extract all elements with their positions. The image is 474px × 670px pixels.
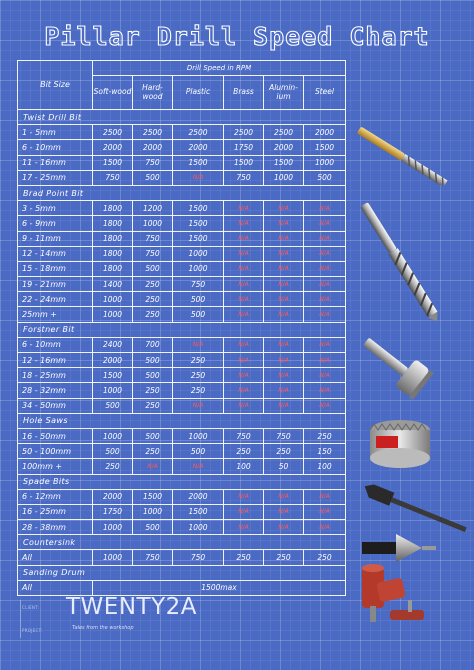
bit-size-cell: 12 - 14mm: [18, 246, 93, 261]
sanding-drum-icon: [356, 560, 436, 630]
bit-size-cell: 3 - 5mm: [18, 201, 93, 216]
speed-cell: 250: [224, 444, 264, 459]
speed-cell: 500: [173, 307, 224, 322]
section-title: Countersink: [18, 535, 346, 550]
tool-illustrations: [352, 118, 470, 638]
speed-cell: 1000: [173, 428, 224, 443]
speed-cell: 1800: [93, 261, 133, 276]
table-row: [18, 292, 346, 307]
speed-cell: N/A: [264, 383, 304, 398]
speed-cell: 500: [133, 261, 173, 276]
drill-speed-header: Drill Speed in RPM: [93, 61, 346, 76]
section-title: Spade Bits: [18, 474, 346, 489]
speed-cell: 700: [133, 337, 173, 352]
speed-cell: 1750: [224, 140, 264, 155]
section-row: [18, 322, 346, 337]
speed-cell: 1800: [93, 246, 133, 261]
speed-cell: 250: [133, 292, 173, 307]
speed-cell: 1800: [93, 231, 133, 246]
speed-cell: 1800: [93, 216, 133, 231]
speed-cell: N/A: [264, 337, 304, 352]
section-row: [18, 535, 346, 550]
material-header-steel: Steel: [304, 76, 346, 110]
client-label: CLIENT:: [22, 605, 40, 610]
bit-size-cell: 22 - 24mm: [18, 292, 93, 307]
speed-cell: 750: [133, 231, 173, 246]
bit-size-cell: 100mm +: [18, 459, 93, 474]
chart-body: [18, 110, 346, 596]
speed-cell: 750: [133, 155, 173, 170]
speed-cell: 1500: [93, 368, 133, 383]
speed-cell: N/A: [224, 246, 264, 261]
speed-cell: 250: [173, 368, 224, 383]
table-row: [18, 353, 346, 368]
speed-cell: 500: [133, 520, 173, 535]
speed-cell: 1500: [173, 201, 224, 216]
speed-cell: 2000: [93, 353, 133, 368]
speed-cell: N/A: [304, 201, 346, 216]
speed-cell: N/A: [304, 246, 346, 261]
table-row: [18, 383, 346, 398]
speed-cell: 500: [93, 398, 133, 413]
speed-cell: N/A: [304, 520, 346, 535]
speed-cell: 1000: [93, 520, 133, 535]
speed-cell: N/A: [304, 337, 346, 352]
speed-cell: N/A: [173, 398, 224, 413]
speed-cell: N/A: [304, 504, 346, 519]
speed-cell: 750: [93, 170, 133, 185]
table-row: [18, 246, 346, 261]
speed-cell: 1800: [93, 201, 133, 216]
bit-size-cell: 34 - 50mm: [18, 398, 93, 413]
speed-cell: 1000: [264, 170, 304, 185]
speed-cell: N/A: [224, 307, 264, 322]
speed-cell: 500: [133, 170, 173, 185]
bit-size-cell: 28 - 32mm: [18, 383, 93, 398]
bit-size-cell: 1 - 5mm: [18, 125, 93, 140]
material-header-plastic: Plastic: [173, 76, 224, 110]
bit-size-cell: All: [18, 580, 93, 595]
bit-size-cell: 25mm +: [18, 307, 93, 322]
speed-cell: 2000: [304, 125, 346, 140]
speed-cell: 500: [133, 428, 173, 443]
bit-size-cell: 16 - 25mm: [18, 504, 93, 519]
speed-cell: N/A: [264, 368, 304, 383]
table-row: [18, 201, 346, 216]
section-title: Forstner Bit: [18, 322, 346, 337]
speed-cell: 500: [93, 444, 133, 459]
speed-cell: N/A: [224, 277, 264, 292]
bit-size-cell: 15 - 18mm: [18, 261, 93, 276]
speed-cell: N/A: [224, 337, 264, 352]
page-title: Pillar Drill Speed Chart: [44, 22, 430, 51]
bit-size-cell: 18 - 25mm: [18, 368, 93, 383]
speed-cell: N/A: [304, 383, 346, 398]
speed-cell: 1500: [173, 216, 224, 231]
speed-cell: 500: [133, 368, 173, 383]
speed-cell: 250: [264, 444, 304, 459]
speed-cell: N/A: [304, 398, 346, 413]
speed-cell: 750: [224, 170, 264, 185]
speed-cell: 2000: [133, 140, 173, 155]
bit-size-cell: 6 - 9mm: [18, 216, 93, 231]
speed-cell: 150: [304, 444, 346, 459]
bit-size-cell: 9 - 11mm: [18, 231, 93, 246]
material-header-brass: Brass: [224, 76, 264, 110]
material-header-aluminium: Alumin-ium: [264, 76, 304, 110]
speed-cell: N/A: [224, 292, 264, 307]
speed-cell: 1500: [93, 155, 133, 170]
table-row: [18, 337, 346, 352]
section-row: [18, 565, 346, 580]
table-row: [18, 307, 346, 322]
speed-cell: 750: [173, 550, 224, 565]
speed-cell: N/A: [224, 201, 264, 216]
speed-cell: N/A: [173, 459, 224, 474]
material-header-hardwood: Hard-wood: [133, 76, 173, 110]
speed-cell: N/A: [264, 489, 304, 504]
bit-size-cell: 11 - 16mm: [18, 155, 93, 170]
speed-cell: 1000: [93, 428, 133, 443]
speed-cell: 750: [264, 428, 304, 443]
speed-cell: 100: [224, 459, 264, 474]
table-row: [18, 520, 346, 535]
section-title: Sanding Drum: [18, 565, 346, 580]
bit-size-cell: All: [18, 550, 93, 565]
table-row: [18, 155, 346, 170]
speed-cell: 250: [304, 550, 346, 565]
speed-cell: 500: [133, 353, 173, 368]
speed-cell: 1750: [93, 504, 133, 519]
bit-size-header: Bit Size: [18, 61, 93, 110]
bit-size-cell: 12 - 16mm: [18, 353, 93, 368]
speed-cell: 1400: [93, 277, 133, 292]
speed-cell: 1000: [93, 550, 133, 565]
speed-cell: 2500: [173, 125, 224, 140]
table-row: [18, 428, 346, 443]
speed-cell: 1000: [133, 504, 173, 519]
speed-cell: 250: [93, 459, 133, 474]
speed-cell: N/A: [224, 398, 264, 413]
speed-cell: 2000: [264, 140, 304, 155]
speed-cell: 500: [304, 170, 346, 185]
table-row: [18, 459, 346, 474]
table-row: [18, 504, 346, 519]
speed-cell: N/A: [264, 246, 304, 261]
speed-span-cell: 1500max: [93, 580, 346, 595]
table-row: [18, 550, 346, 565]
table-row: [18, 444, 346, 459]
speed-cell: 1000: [173, 520, 224, 535]
speed-cell: N/A: [304, 231, 346, 246]
speed-cell: 250: [304, 428, 346, 443]
speed-cell: 2000: [93, 489, 133, 504]
speed-cell: N/A: [304, 368, 346, 383]
speed-cell: 250: [224, 550, 264, 565]
speed-cell: 1500: [173, 504, 224, 519]
speed-cell: 250: [133, 398, 173, 413]
speed-cell: N/A: [224, 261, 264, 276]
speed-cell: N/A: [304, 353, 346, 368]
speed-cell: 1500: [173, 231, 224, 246]
bit-size-cell: 17 - 25mm: [18, 170, 93, 185]
speed-cell: 1200: [133, 201, 173, 216]
speed-cell: N/A: [264, 520, 304, 535]
speed-cell: 250: [133, 307, 173, 322]
speed-cell: N/A: [264, 216, 304, 231]
speed-cell: 250: [264, 550, 304, 565]
speed-cell: N/A: [224, 353, 264, 368]
bit-size-cell: 6 - 10mm: [18, 140, 93, 155]
speed-cell: 1000: [133, 216, 173, 231]
speed-cell: N/A: [304, 277, 346, 292]
section-row: [18, 474, 346, 489]
speed-cell: N/A: [304, 489, 346, 504]
table-row: [18, 125, 346, 140]
speed-cell: N/A: [304, 261, 346, 276]
speed-cell: 250: [173, 353, 224, 368]
bit-size-cell: 16 - 50mm: [18, 428, 93, 443]
speed-cell: N/A: [264, 307, 304, 322]
speed-cell: 1000: [93, 292, 133, 307]
speed-cell: 1500: [224, 155, 264, 170]
speed-cell: N/A: [224, 216, 264, 231]
bit-size-cell: 28 - 38mm: [18, 520, 93, 535]
bit-size-cell: 50 - 100mm: [18, 444, 93, 459]
speed-cell: 500: [173, 292, 224, 307]
section-row: [18, 110, 346, 125]
speed-cell: N/A: [224, 231, 264, 246]
section-row: [18, 185, 346, 200]
table-row: [18, 398, 346, 413]
brad-point-bit-icon: [352, 198, 467, 328]
table-row: [18, 170, 346, 185]
speed-cell: 1000: [304, 155, 346, 170]
twist-drill-bit-icon: [354, 123, 459, 185]
speed-cell: N/A: [264, 504, 304, 519]
speed-cell: 2400: [93, 337, 133, 352]
table-row: [18, 261, 346, 276]
hole-saw-icon: [366, 416, 436, 474]
speed-cell: 2500: [224, 125, 264, 140]
speed-cell: N/A: [224, 489, 264, 504]
speed-cell: 2000: [173, 489, 224, 504]
speed-cell: 750: [173, 277, 224, 292]
speed-cell: N/A: [264, 231, 304, 246]
speed-cell: N/A: [264, 353, 304, 368]
speed-cell: 100: [304, 459, 346, 474]
speed-cell: 50: [264, 459, 304, 474]
speed-cell: N/A: [224, 368, 264, 383]
speed-cell: 250: [173, 383, 224, 398]
table-row: [18, 216, 346, 231]
speed-cell: 1000: [173, 261, 224, 276]
bit-size-cell: 19 - 21mm: [18, 277, 93, 292]
speed-cell: N/A: [264, 201, 304, 216]
speed-cell: 2000: [93, 140, 133, 155]
speed-cell: 250: [133, 277, 173, 292]
bit-size-cell: 6 - 12mm: [18, 489, 93, 504]
speed-cell: N/A: [264, 398, 304, 413]
section-title: Twist Drill Bit: [18, 110, 346, 125]
speed-cell: N/A: [224, 383, 264, 398]
speed-cell: 1500: [264, 155, 304, 170]
speed-cell: 2500: [264, 125, 304, 140]
speed-cell: 250: [133, 444, 173, 459]
speed-cell: N/A: [264, 277, 304, 292]
speed-cell: 2500: [93, 125, 133, 140]
speed-cell: 2000: [173, 140, 224, 155]
speed-cell: N/A: [224, 504, 264, 519]
speed-cell: N/A: [304, 216, 346, 231]
speed-cell: 1000: [93, 307, 133, 322]
speed-cell: N/A: [133, 459, 173, 474]
speed-cell: 500: [173, 444, 224, 459]
section-title: Hole Saws: [18, 413, 346, 428]
speed-cell: 750: [133, 246, 173, 261]
bit-size-cell: 6 - 10mm: [18, 337, 93, 352]
table-row: [18, 277, 346, 292]
speed-cell: N/A: [173, 337, 224, 352]
forstner-bit-icon: [360, 336, 440, 406]
table-row: [18, 489, 346, 504]
table-row: [18, 140, 346, 155]
speed-cell: 1000: [93, 383, 133, 398]
speed-cell: 750: [133, 550, 173, 565]
section-row: [18, 413, 346, 428]
speed-chart-table: [17, 60, 346, 596]
speed-cell: 1500: [304, 140, 346, 155]
speed-cell: 250: [133, 383, 173, 398]
speed-cell: N/A: [304, 307, 346, 322]
speed-cell: 1500: [133, 489, 173, 504]
speed-cell: N/A: [264, 292, 304, 307]
speed-cell: 750: [224, 428, 264, 443]
brand-tagline: Tales from the workshop: [72, 625, 134, 631]
speed-cell: 2500: [133, 125, 173, 140]
material-header-softwood: Soft-wood: [93, 76, 133, 110]
speed-cell: N/A: [304, 292, 346, 307]
brand-name: TWENTY2A: [66, 594, 197, 620]
project-label: PROJECT:: [22, 628, 43, 633]
speed-cell: N/A: [173, 170, 224, 185]
section-title: Brad Point Bit: [18, 185, 346, 200]
speed-cell: 1500: [173, 155, 224, 170]
table-row: [18, 231, 346, 246]
speed-cell: N/A: [224, 520, 264, 535]
table-row: [18, 368, 346, 383]
speed-cell: N/A: [264, 261, 304, 276]
speed-cell: 1000: [173, 246, 224, 261]
